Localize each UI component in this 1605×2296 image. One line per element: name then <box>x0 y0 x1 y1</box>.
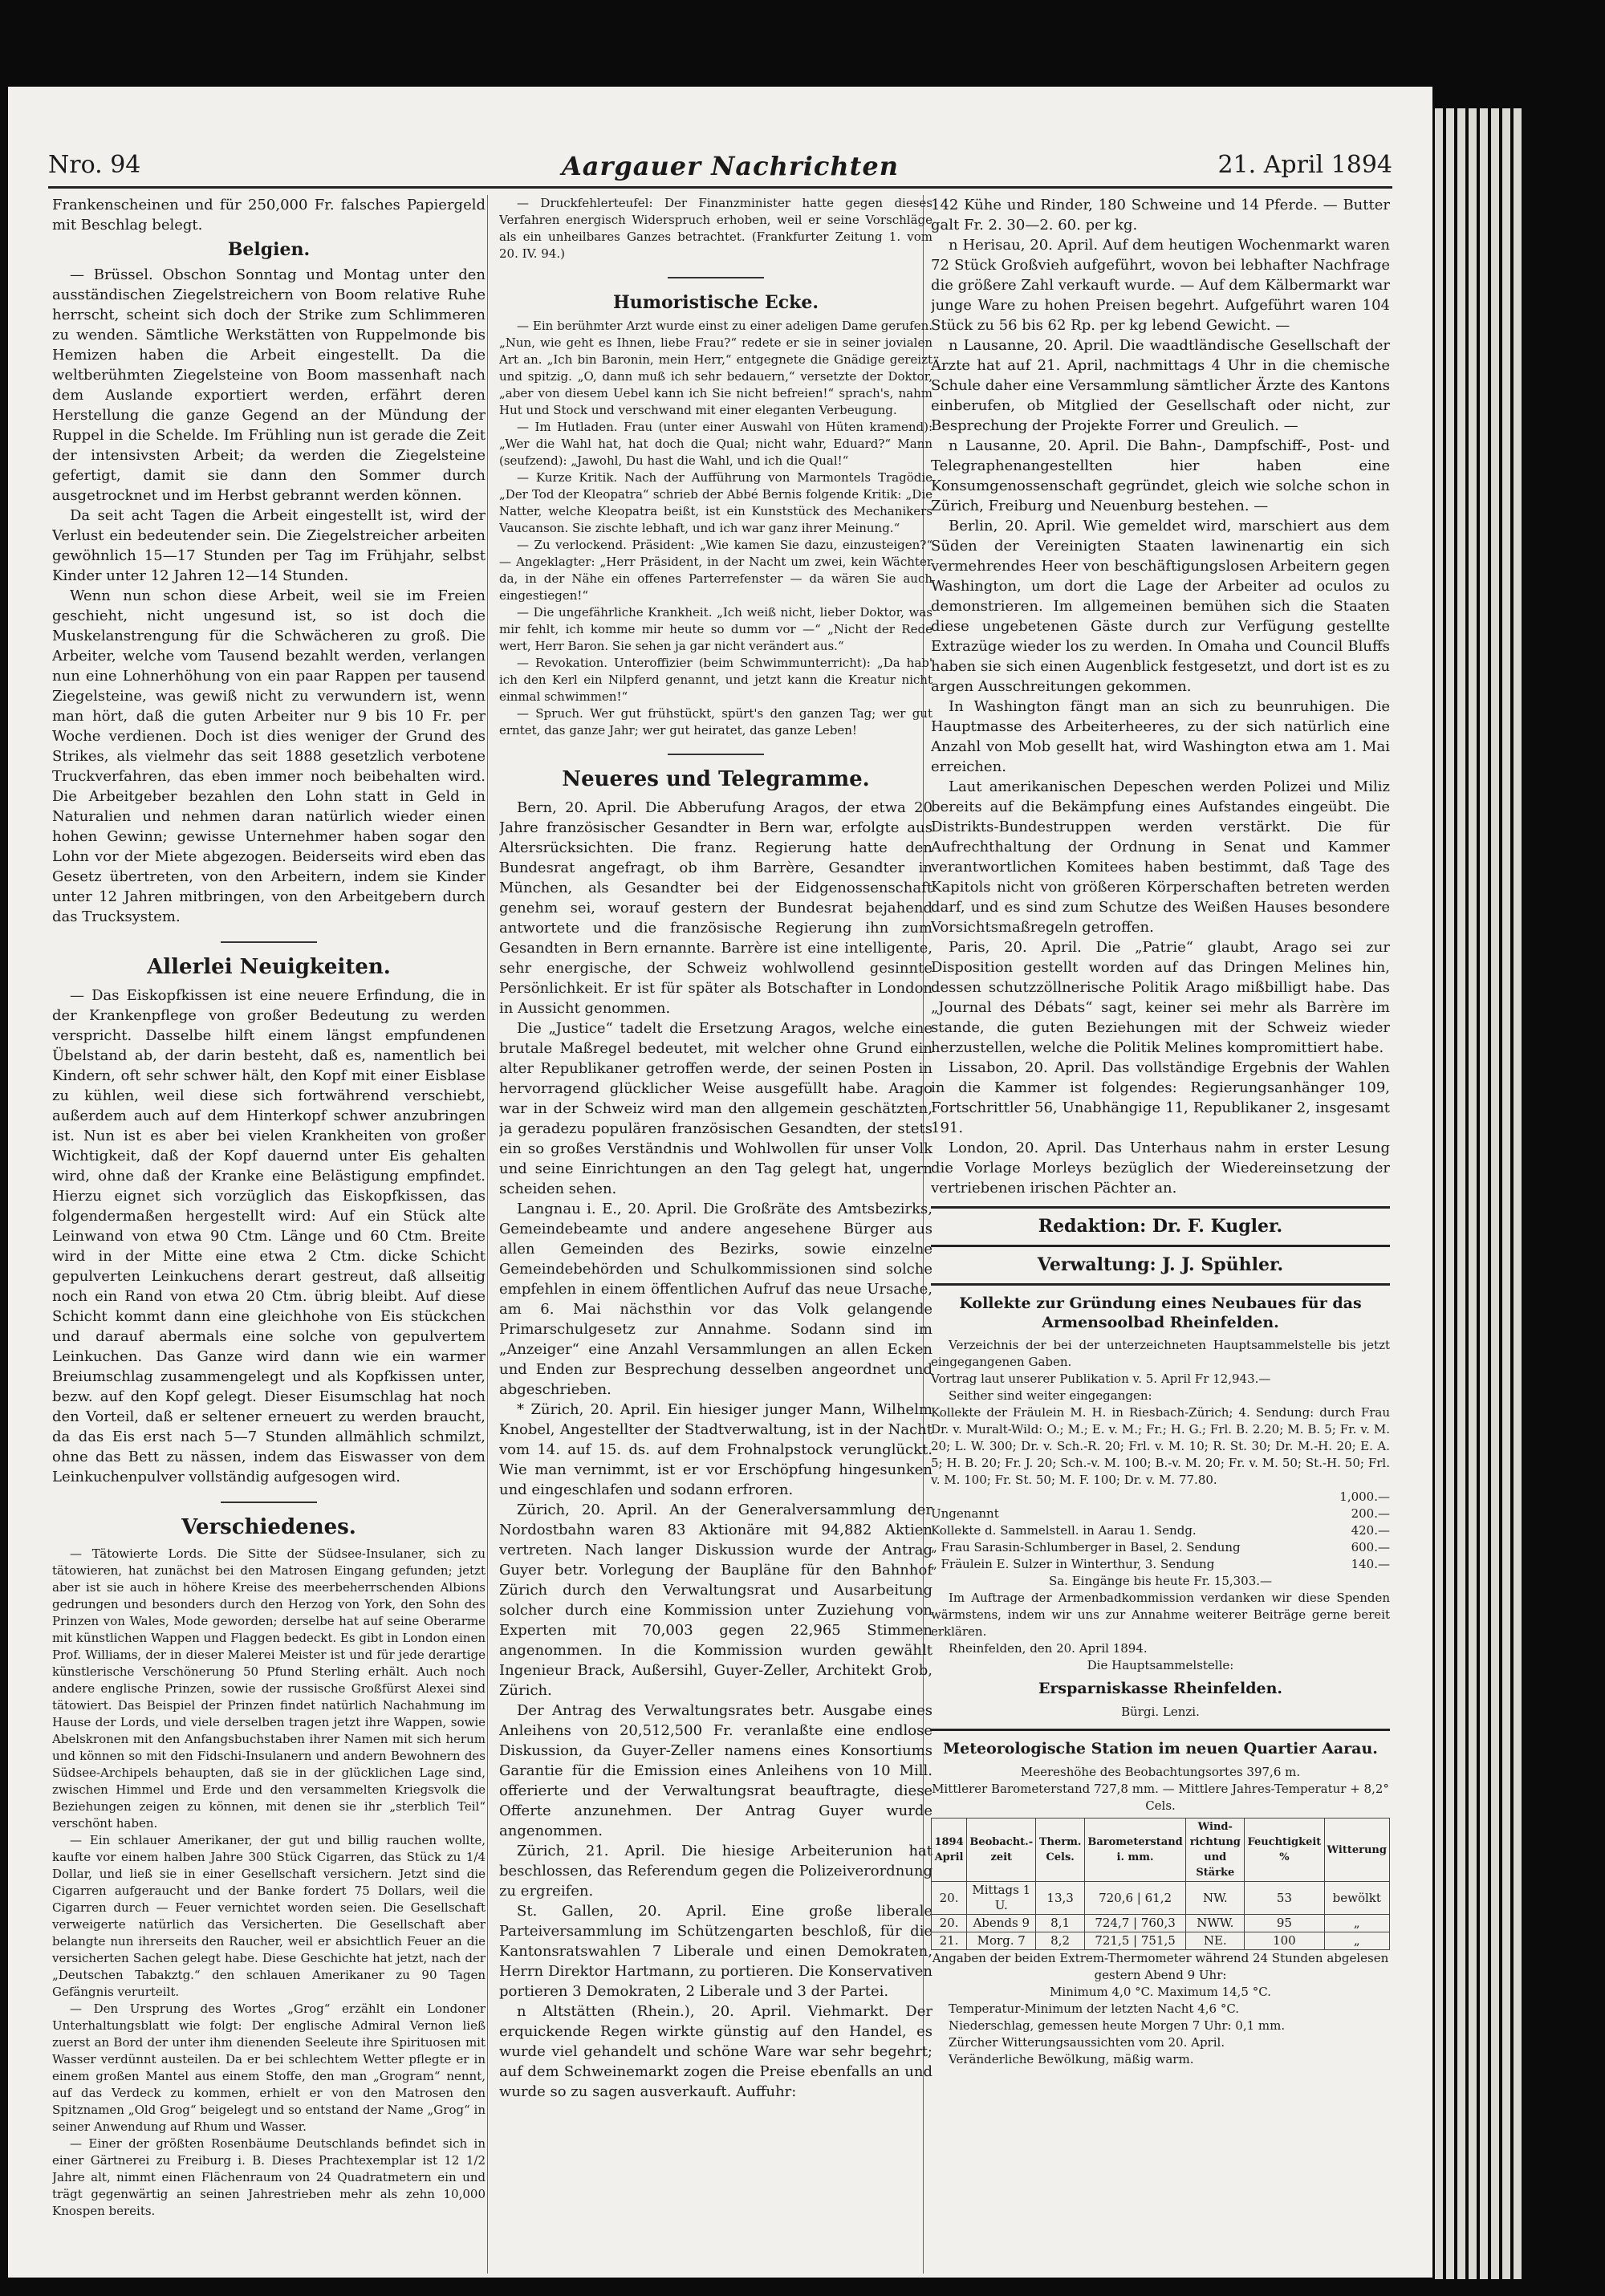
article-text: In Washington fängt man an sich zu beunruhigen. Die Hauptmasse des Arbeiterheeres, zu der sich natürlich eine Anzahl von Mob gesellt hat, wird Washington etwa am 1. Mai erreichen. <box>931 698 1390 775</box>
table-cell: Mittags 1 U. <box>967 1882 1036 1915</box>
newspaper-title: Aargauer Nachrichten <box>561 151 900 181</box>
article-text: — Druckfehlerteufel: Der Finanzminister hatte gegen dieses Verfahren energisch Widerspruch erhoben, weil er seine Vorschläge als ein unheilbares Ganzes betrachtet. (Frankfurter Zeitung 1. vom 20. IV. 94.) <box>499 196 933 261</box>
article-text: Bern, 20. April. Die Abberufung Aragos, der etwa 20 Jahre französischer Gesandter in Bern war, erfolgte aus Altersrücksichten. Die franz. Regierung hatte den Bundesrat angefragt, ob ihm Barrère, Gesandter in München, als Gesandter bei der Eidgenossenschaft genehm sei, worauf gestern der Bundesrat bejahend antwortete und die französische Regierung ihn zum Gesandten in Bern ernannte. Barrère ist eine intelligente, sehr energische, der Schweiz wohlwollend gesinnte Persönlichkeit. Er ist für später als Botschafter in London in Aussicht genommen. <box>499 799 933 1017</box>
total-line: Sa. Eingänge bis heute Fr. 15,303.— <box>1048 1574 1273 1588</box>
amount-label: Ungenannt <box>931 1506 999 1521</box>
amount-label: Kollekte d. Sammelstell. in Aarau 1. Sendg. <box>931 1523 1197 1538</box>
amount-value: 1,000.— <box>1339 1489 1390 1504</box>
page-edge <box>1514 108 1522 2279</box>
issue-date: 21. April 1894 <box>1217 151 1392 179</box>
table-cell: 8,1 <box>1036 1915 1084 1932</box>
section-heading-allerlei: Allerlei Neuigkeiten. <box>147 955 391 979</box>
signatories: Bürgi. Lenzi. <box>1121 1705 1200 1719</box>
table-cell: 13,3 <box>1036 1882 1084 1915</box>
column-header: Feuchtigkeit % <box>1245 1819 1324 1882</box>
divider <box>931 1245 1390 1247</box>
page-edge <box>1469 108 1477 2279</box>
table-cell: 721,5 | 751,5 <box>1084 1932 1185 1950</box>
article-text: Der Antrag des Verwaltungsrates betr. Ausgabe eines Anleihens von 20,512,500 Fr. veranlaßte eine endlose Diskussion, da Guyer-Zeller namens eines Konsortiums Garantie für die Emission eines Anleihens von 10 Mill. offerierte und der Verwaltungsrat beauftragte, diese Offerte anzunehmen. Der Antrag Guyer wurde angenommen. <box>499 1702 933 1839</box>
place-date: Rheinfelden, den 20. April 1894. <box>949 1641 1148 1656</box>
article-text: n Herisau, 20. April. Auf dem heutigen Wochenmarkt waren 72 Stück Großvieh aufgeführt, wovon bei lebhafter Nachfrage die größere Zahl verkauft wurde. — Auf dem Kälbermarkt war junge Ware zu hohen Preisen begehrt. Aufgeführt waren 104 Stück zu 56 bis 62 Rp. per kg lebend Gewicht. — <box>931 237 1390 334</box>
article-text: Temperatur-Minimum der letzten Nacht 4,6 °C. <box>949 2001 1240 2016</box>
table-cell: 720,6 | 61,2 <box>1084 1882 1185 1915</box>
table-row <box>932 1882 1390 1915</box>
amount-value: 140.— <box>1351 1557 1390 1571</box>
page-edge <box>1480 108 1488 2279</box>
article-text: — Ein berühmter Arzt wurde einst zu einer adeligen Dame gerufen. „Nun, wie geht es Ihnen, liebe Frau?“ redete er sie in seiner jovialen Art an. „Ich bin Baronin, mein Herr,“ entgegnete die Gnädige gereizt und spitzig. „O, dann muß ich sehr bedauern,“ versetzte der Doktor, „aber von diesem Uebel kann ich Sie nicht befreien!“ sprach's, nahm Hut und Stock und verschwand mit einer eleganten Verbeugung. <box>499 319 933 417</box>
table-header-row <box>932 1819 1390 1882</box>
article-text: Niederschlag, gemessen heute Morgen 7 Uhr: 0,1 mm. <box>949 2018 1286 2033</box>
table-cell: bewölkt <box>1324 1882 1389 1915</box>
collection-heading: Kollekte zur Gründung eines Neubaues für das Armensoolbad Rheinfelden. <box>959 1294 1362 1331</box>
article-text: n Lausanne, 20. April. Die Bahn-, Dampfschiff-, Post- und Telegraphenangestellten hier haben eine Konsumgenossenschaft gegründet, gleich wie solche schon in Zürich, Freiburg und Neuenburg bestehen. — <box>931 437 1390 514</box>
table-cell: „ <box>1324 1915 1389 1932</box>
page-edge <box>1446 108 1454 2279</box>
column-3 <box>931 195 1390 2270</box>
column-header: Barometerstand i. mm. <box>1084 1819 1185 1882</box>
article-text: Seither sind weiter eingegangen: <box>949 1388 1152 1403</box>
page-edge <box>1435 108 1443 2279</box>
article-text: — Brüssel. Obschon Sonntag und Montag unter den ausständischen Ziegelstreichern von Boom relative Ruhe herrscht, scheint sich doch der Strike zum Schlimmeren zu wenden. Sämtliche Werkstätten von Ruppelmonde bis Hemizen haben die Arbeit eingestellt. Da die weltberühmten Ziegelsteine von Boom massenhaft nach dem Auslande exportiert werden, erfährt deren Herstellung die ganze Gegend an der Mündung der Ruppel in die Schelde. Im Frühling nun ist gerade die Zeit der intensivsten Arbeit; da werden die Ziegelsteine gefertigt, damit sie dann den Sommer durch ausgetrocknet und im Herbst gebrannt werden können. <box>52 266 486 504</box>
article-text: Wenn nun schon diese Arbeit, weil sie im Freien geschieht, nicht ungesund ist, so ist doch die Muskelanstrengung für die Schwächeren zu groß. Die Arbeiter, welche vom Tausend bezahlt werden, verlangen nun eine Lohnerhöhung von ein paar Rappen per tausend Ziegelsteine, was gewiß nicht zu verwundern ist, wenn man hört, daß die guten Arbeiter nur 9 bis 10 Fr. per Woche verdienen. Doch ist dies weniger der Grund des Strikes, als vielmehr das seit 1888 gesetzlich verbotene Truckverfahren, das eben immer noch beibehalten wird. Die Arbeitgeber bezahlen den Lohn statt in Geld in Naturalien und nehmen daran natürlich wieder einen hohen Gewinn; gewisse Unternehmer haben sogar den Lohn vor der Miete abgezogen. Beiderseits wird eben das Gesetz übertreten, von den Arbeitern, indem sie Kinder unter 12 Jahren mitbringen, von den Arbeitgebern durch das Trucksystem. <box>52 587 486 925</box>
table-cell: NE. <box>1186 1932 1245 1950</box>
table-cell: 53 <box>1245 1882 1324 1915</box>
table-cell: 95 <box>1245 1915 1324 1932</box>
table-cell: „ <box>1324 1932 1389 1950</box>
table-cell: NWW. <box>1186 1915 1245 1932</box>
amount-row <box>931 1522 1390 1539</box>
article-text: Zürcher Witterungsaussichten vom 20. April. <box>949 2035 1225 2050</box>
column-2 <box>499 195 933 2270</box>
issue-number: Nro. 94 <box>48 151 141 179</box>
article-text: Zürich, 20. April. An der Generalversammlung der Nordostbahn waren 83 Aktionäre mit 94,882 Aktien vertreten. Nach langer Diskussion wurde der Antrag Guyer betr. Vorlegung der Baupläne für den Bahnhof Zürich durch den Verwaltungsrat und Ausarbeitung solcher durch eine Kommission unter Zuziehung von Experten mit 70,003 gegen 22,965 Stimmen angenommen. In die Kommission wurden gewählt Ingenieur Brack, Außersihl, Guyer-Zeller, Architekt Grob, Zürich. <box>499 1502 933 1699</box>
table-cell: 8,2 <box>1036 1932 1084 1950</box>
amount-value: 600.— <box>1351 1540 1390 1554</box>
article-text: Zürich, 21. April. Die hiesige Arbeiterunion hat beschlossen, das Referendum gegen die Polizeiverordnung zu ergreifen. <box>499 1843 933 1900</box>
article-text: n Altstätten (Rhein.), 20. April. Viehmarkt. Der erquickende Regen wirkte günstig auf den Handel, es wurde viel gehandelt und schöne Ware war sehr begehrt; auf dem Schweinemarkt zogen die Preise ebenfalls an und wurde so zu sagen ausverkauft. Auffuhr: <box>499 2003 933 2100</box>
masthead <box>48 151 1392 186</box>
column-header: 1894 April <box>932 1819 967 1882</box>
article-text: — Die ungefährliche Krankheit. „Ich weiß nicht, lieber Doktor, was mir fehlt, ich komme mir heute so dumm vor —“ „Nicht der Rede wert, Herr Baron. Sie sehen ja gar nicht verändert aus.“ <box>499 605 933 653</box>
table-row <box>932 1932 1390 1950</box>
section-heading-verschiedenes: Verschiedenes. <box>181 1515 356 1539</box>
amount-label: „ Fräulein E. Sulzer in Winterthur, 3. Sendung <box>931 1557 1215 1571</box>
article-text: Frankenscheinen und für 250,000 Fr. falsches Papiergeld mit Beschlag belegt. <box>52 197 486 234</box>
divider <box>931 1729 1390 1731</box>
editor-line: Redaktion: Dr. F. Kugler. <box>1038 1216 1283 1237</box>
article-text: — Revokation. Unteroffizier (beim Schwimmunterricht): „Da hab' ich den Kerl ein Nilpferd genannt, und jetzt kann die Kreatur nicht einmal schwimmen!“ <box>499 656 933 704</box>
signature-label: Die Hauptsammelstelle: <box>1087 1658 1234 1672</box>
article-text: Angaben der beiden Extrem-Thermometer während 24 Stunden abgelesen gestern Abend 9 Uhr: <box>932 1951 1389 1982</box>
article-text: Langnau i. E., 20. April. Die Großräte des Amtsbezirks, Gemeindebeamte und andere angesehene Bürger aus allen Gemeinden des Bezirks, sowie einzelne Gemeindebehörden und Schulkommissionen sind solche empfehlen in einem öffentlichen Aufruf das neue Ursache, am 6. Mai nächsthin vor das Volk gelangende Primarschulgesetz zur Annahme. Sodann sind im „Anzeiger“ eine Anzahl Versammlungen an allen Ecken und Enden zur Besprechung desselben angeordnet und abgeschrieben. <box>499 1201 933 1398</box>
amount-row <box>931 1489 1390 1506</box>
table-cell: 21. <box>932 1932 967 1950</box>
amount-row <box>931 1556 1390 1573</box>
weather-table <box>931 1818 1390 1950</box>
administration-line: Verwaltung: J. J. Spühler. <box>1037 1254 1284 1275</box>
article-text: — Das Eiskopfkissen ist eine neuere Erfindung, die in der Krankenpflege von großer Bedeutung zu werden verspricht. Dasselbe hilft einem längst empfundenen Übelstand ab, der darin besteht, daß es, namentlich bei Kindern, oft sehr schwer hält, den Kopf mit einer Eisblase zu kühlen, weil diese sich fortwährend verschiebt, außerdem auch auf dem Hinterkopf schwer anzubringen ist. Nun ist es aber bei vielen Krankheiten von großer Wichtigkeit, daß der Kopf dauernd unter Eis gehalten wird, ohne daß der Kranke eine Belästigung empfindet. Hierzu eignet sich vorzüglich das Eiskopfkissen, das folgendermaßen hergestellt wird: Auf ein Stück alte Leinwand von etwa 90 Ctm. Länge und 60 Ctm. Breite wird in der Mitte eine etwa 2 Ctm. dicke Schicht gepulverten Leinkuchens derart gestreut, daß allseitig noch ein Rand von etwa 20 Ctm. übrig bleibt. Auf diese Schicht kommt dann eine gleichhohe von Eis stückchen und darauf abermals eine solche von gepulvertem Leinkuchen. Das Ganze wird dann wie ein warmer Breiumschlag zusammengelegt und als Kopfkissen unter, bezw. auf den Kopf gelegt. Dieser Eisumschlag hat noch den Vorteil, daß er seltener erneuert zu werden braucht, da das Eis erst nach 5—7 Stunden allmählich schmilzt, ohne das Bett zu nässen, indem das Eiswasser von dem Leinkuchenpulver vollständig aufgesogen wird. <box>52 987 486 1485</box>
article-text: — Zu verlockend. Präsident: „Wie kamen Sie dazu, einzusteigen?“ — Angeklagter: „Herr Präsident, in der Nacht um zwei, kein Wächter da, in der Nähe ein offenes Parterrefenster — da wären Sie auch eingestiegen!“ <box>499 538 933 603</box>
article-text: Laut amerikanischen Depeschen werden Polizei und Miliz bereits auf die Bekämpfung eines Aufstandes eingeübt. Die Distrikts-Bundestruppen werden verstärkt. Die für Aufrechthaltung der Ordnung in Senat und Kammer verantwortlichen Komitees haben bestimmt, daß Tage des Kapitols nicht von größeren Körperschaften betreten werden darf, und es sind zum Schutze des Weißen Hauses besondere Vorsichtsmaßregeln getroffen. <box>931 778 1390 936</box>
article-text: London, 20. April. Das Unterhaus nahm in erster Lesung die Vorlage Morleys bezüglich der Wiedereinsetzung der vertriebenen irischen Pächter an. <box>931 1140 1390 1197</box>
divider <box>221 1502 317 1503</box>
divider <box>221 941 317 943</box>
column-header: Wind-richtung und Stärke <box>1186 1819 1245 1882</box>
section-heading-neueres: Neueres und Telegramme. <box>562 767 870 791</box>
table-cell: 20. <box>932 1915 967 1932</box>
amount-label: „ Frau Sarasin-Schlumberger in Basel, 2. Sendung <box>931 1540 1241 1554</box>
article-text: n Lausanne, 20. April. Die waadtländische Gesellschaft der Ärzte hat auf 21. April, nachmittags 4 Uhr in die chemische Schule daher eine Versammlung sämtlicher Ärzte des Kantons einberufen, ob Mitglied der Gesellschaft oder nicht, zur Besprechung der Projekte Forrer und Greulich. — <box>931 337 1390 434</box>
article-text: — Tätowierte Lords. Die Sitte der Südsee-Insulaner, sich zu tätowieren, hat zunächst bei den Matrosen Eingang gefunden; jetzt aber ist sie auch in höhere Kreise des meerbeherrschenden Albions gedrungen und besonders durch den Herzog von York, den Sohn des Prinzen von Wales, Mode geworden; derselbe hat auf seine Oberarme mit künstlichen Wappen und Flaggen bedeckt. Es gibt in London einen Prof. Williams, der in dieser Malerei Meister ist und für jede derartige künstlerische Verschönerung 50 Pfund Sterling erhält. Auch noch andere englische Prinzen, sowie der russische Großfürst Alexei sind tätowiert. Das Beispiel der Prinzen findet natürlich Nachahmung im Hause der Lords, und viele derselben tragen jetzt ihre Wappen, sowie Abelskronen mit den Anfangsbuchstaben ihrer Namen mit sich herum und können so mit den Fidschi-Insulanern und andern Bewohnern des Südsee-Archipels behaupten, daß sie in der glücklichen Lage sind, zwischen Himmel und Erde und den versammelten Kriegsvolk die Beziehungen zeigen zu können, mit denen sie ihr „sterblich Teil“ verschönt haben. <box>52 1546 486 1831</box>
article-text: Veränderliche Bewölkung, mäßig warm. <box>949 2052 1194 2066</box>
bank-name: Ersparniskasse Rheinfelden. <box>1038 1680 1283 1697</box>
section-heading-humor: Humoristische Ecke. <box>612 292 819 313</box>
article-text: — Ein schlauer Amerikaner, der gut und billig rauchen wollte, kaufte vor einem halben Jahre 300 Stück Cigarren, das Stück zu 1/4 Dollar, und ließ sie in einer Gesellschaft versichern. Jetzt sind die Cigarren aufgeraucht und der Banke fordert 75 Dollars, weil die Cigarren durch — Feuer vernichtet worden seien. Die Gesellschaft verweigerte natürlich das Versicherten. Die Gesellschaft aber belangte nun ihrerseits den Raucher, weil er absichtlich Feuer an die versicherten Sachen gelegt habe. Diese Geschichte hat jetzt, nach der „Deutschen Tabakztg.“ den schlauen Amerikaner zu 90 Tagen Gefängnis verurteilt. <box>52 1833 486 1999</box>
weather-station-heading: Meteorologische Station im neuen Quartier Aarau. <box>943 1740 1378 1758</box>
column-header: Beobacht.-zeit <box>967 1819 1036 1882</box>
header-rule <box>48 186 1392 189</box>
table-cell: 724,7 | 760,3 <box>1084 1915 1185 1932</box>
article-text: — Den Ursprung des Wortes „Grog“ erzählt ein Londoner Unterhaltungsblatt wie folgt: Der englische Admiral Vernon ließ zuerst an Bord der unter ihm dienenden Seeleute ihre Spirituosen mit Wasser verdünnt austeilen. Da er bei schlechtem Wetter pflegte er in einem großen Mantel aus einem Stoffe, den man „Grogram“ nennt, auf das Verdeck zu kommen, erhielt er von den Matrosen den Spitznamen „Old Grog“ beigelegt und so entstand der Name „Grog“ in seiner Anwendung auf Rhum und Wasser. <box>52 2001 486 2134</box>
article-text: — Spruch. Wer gut frühstückt, spürt's den ganzen Tag; wer gut erntet, das ganze Jahr; wer gut heiratet, das ganze Leben! <box>499 706 933 738</box>
article-text: Minimum 4,0 °C. Maximum 14,5 °C. <box>1050 1985 1271 1999</box>
table-cell: Abends 9 <box>967 1915 1036 1932</box>
table-cell: Morg. 7 <box>967 1932 1036 1950</box>
donation-list: Kollekte der Fräulein M. H. in Riesbach-Zürich; 4. Sendung: durch Frau Dr. v. Muralt-Wild: O.; M.; E. v. M.; Fr.; H. G.; Frl. B. 2.20; M. B. 5; Fr. v. M. 20; L. W. 300; Dr. v. Sch.-R. 20; Frl. v. M. 10; R. St. 30; Dr. M.-H. 20; E. A. 5; H. B. 20; Fr. J. 20; Sch.-v. M. 100; B.-v. M. 20; Fr. v. M. 50; St.-H. 50; Frl. v. M. 100; Fr. St. 50; M. F. 100; Dr. v. M. 77.80. <box>931 1405 1390 1487</box>
page-edge <box>1457 108 1465 2279</box>
article-text: * Zürich, 20. April. Ein hiesiger junger Mann, Wilhelm Knobel, Angestellter der Stadtverwaltung, ist in der Nacht vom 14. auf 15. ds. auf dem Frohnalpstock verunglückt. Wie man vernimmt, ist er vor Erschöpfung hingesunken und eingeschlafen und sodann erfroren. <box>499 1401 933 1498</box>
article-text: Im Auftrage der Armenbadkommission verdanken wir diese Spenden wärmstens, indem wir uns zur Annahme weiterer Beiträge gerne bereit erklären. <box>931 1591 1390 1639</box>
article-text: Die „Justice“ tadelt die Ersetzung Aragos, welche eine brutale Maßregel bedeutet, mit welcher ohne Grund ein alter Republikaner getroffen werde, der seinen Posten in hervorragend glücklicher Weise ausgefüllt habe. Arago war in der Schweiz wird man den allgemein geschätzten, ja geradezu populären französischen Gesandten, der stets ein so großes Verständnis und Wohlwollen für unser Volk und seine Einrichtungen an den Tag gelegt hat, ungern scheiden sehen. <box>499 1020 933 1197</box>
article-text: — Kurze Kritik. Nach der Aufführung von Marmontels Tragödie „Der Tod der Kleopatra“ schrieb der Abbé Bernis folgende Kritik: „Die Natter, welche Kleopatra beißt, ist ein Kunststück des Mechanikers Vaucanson. Sie zischte lebhaft, und ich war ganz ihrer Meinung.“ <box>499 470 933 535</box>
page-edge <box>1502 108 1510 2279</box>
article-text: — Einer der größten Rosenbäume Deutschlands befindet sich in einer Gärtnerei zu Freiburg i. B. Dieses Prachtexemplar ist 12 1/2 Jahre alt, nimmt einen Flächenraum von 24 Quadratmetern ein und trägt gegenwärtig an seinen Jahrestrieben mehr als zehn 10,000 Knospen bereits. <box>52 2136 486 2218</box>
table-row <box>932 1915 1390 1932</box>
article-text: Verzeichnis der bei der unterzeichneten Hauptsammelstelle bis jetzt eingegangenen Gaben. <box>931 1338 1390 1369</box>
article-text: Paris, 20. April. Die „Patrie“ glaubt, Arago sei zur Disposition gestellt worden auf das Dringen Melines hin, dessen schutzzöllnerische Politik Arago mißbilligt habe. Das „Journal des Débats“ sagt, keiner sei mehr als Barrère im stande, die guten Beziehungen mit der Schweiz wieder herzustellen, welche die Politik Melines kompromittiert habe. <box>931 939 1390 1056</box>
article-text: St. Gallen, 20. April. Eine große liberale Parteiversammlung im Schützengarten beschloß, für die Kantonsratswahlen 7 Liberale und einen Demokraten, Herrn Direktor Hartmann, zu portieren. Die Konservativen portieren 3 Demokraten, 2 Liberale und 3 der Partei. <box>499 1903 933 2000</box>
amount-row <box>931 1539 1390 1556</box>
divider <box>931 1283 1390 1286</box>
article-text: Berlin, 20. April. Wie gemeldet wird, marschiert aus dem Süden der Vereinigten Staaten lawinenartig ein sich vermehrendes Heer von beschäftigungslosen Arbeitern gegen Washington, um dort die Lage der Arbeiter ad oculos zu demonstrieren. Im allgemeinen bemühen sich die Staaten diese ungebetenen Gäste durch zur Verfügung gestellte Extrazüge wieder los zu werden. In Omaha und Council Bluffs haben sie sich einen Augenblick festgesetzt, und dort ist es zu argen Ausschreitungen gekommen. <box>931 518 1390 695</box>
article-text: Lissabon, 20. April. Das vollständige Ergebnis der Wahlen in die Kammer ist folgendes: Regierungsanhänger 109, Fortschrittler 56, Unabhängige 11, Republikaner 2, insgesamt 191. <box>931 1059 1390 1136</box>
divider <box>668 754 764 755</box>
article-text: Vortrag laut unserer Publikation v. 5. April Fr 12,943.— <box>931 1372 1271 1386</box>
section-heading-belgien: Belgien. <box>227 239 311 260</box>
article-text: — Im Hutladen. Frau (unter einer Auswahl von Hüten kramend): „Wer die Wahl hat, hat doch die Qual; nicht wahr, Eduard?“ Mann (seufzend): „Jawohl, Du hast die Wahl, und ich die Qual!“ <box>499 420 933 468</box>
divider <box>668 277 764 278</box>
page-edge <box>1491 108 1499 2279</box>
amount-value: 420.— <box>1351 1523 1390 1538</box>
column-divider <box>487 195 488 2274</box>
weather-subtitle: Mittlerer Barometerstand 727,8 mm. — Mittlere Jahres-Temperatur + 8,2° Cels. <box>932 1782 1389 1813</box>
column-header: Therm. Cels. <box>1036 1819 1084 1882</box>
newspaper-page <box>8 87 1432 2278</box>
table-cell: 100 <box>1245 1932 1324 1950</box>
column-1 <box>52 195 486 2270</box>
article-text: Da seit acht Tagen die Arbeit eingestellt ist, wird der Verlust ein bedeutender sein. Die Ziegelstreicher arbeiten gewöhnlich 15—17 Stunden per Tag im Frühjahr, selbst Kinder unter 12 Jahren 12—14 Stunden. <box>52 507 486 584</box>
table-cell: NW. <box>1186 1882 1245 1915</box>
weather-subtitle: Meereshöhe des Beobachtungsortes 397,6 m. <box>1020 1765 1301 1779</box>
table-cell: 20. <box>932 1882 967 1915</box>
column-header: Witterung <box>1324 1819 1389 1882</box>
amount-value: 200.— <box>1351 1506 1390 1521</box>
article-text: 142 Kühe und Rinder, 180 Schweine und 14 Pferde. — Butter galt Fr. 2. 30—2. 60. per kg. <box>931 197 1390 234</box>
amount-row <box>931 1506 1390 1522</box>
divider <box>931 1206 1390 1209</box>
